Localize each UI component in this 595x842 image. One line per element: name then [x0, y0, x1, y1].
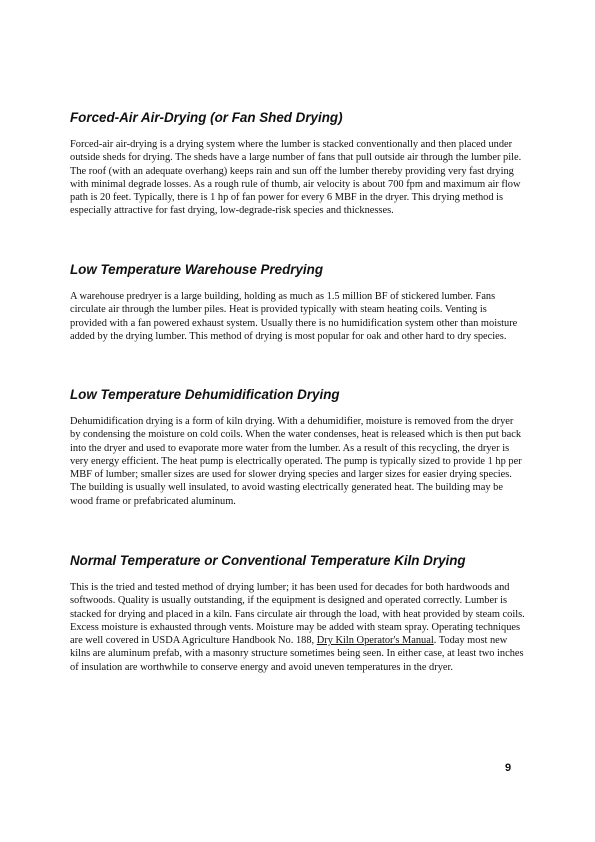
section-dehumidification-drying	[70, 387, 525, 508]
section-heading: Forced-Air Air-Drying (or Fan Shed Drying)	[70, 110, 343, 125]
section-forced-air-drying	[70, 110, 525, 218]
section-heading: Low Temperature Dehumidification Drying	[70, 387, 340, 402]
section-body: Dehumidification drying is a form of kiln drying. With a dehumidifier, moisture is removed from the dryer by condensing the moisture on cold coils. When the water condenses, heat is released which is then put back into the dryer and used to evaporate more water from the lumber. As a result of this recycling, the dryer is very energy efficient. The heat pump is electrically operated. The pump is typically sized to provide 1 hp per MBF of lumber; smaller sizes are used for slower drying species and larger sizes for easier drying species. The building is usually well insulated, to avoid wasting electrically generated heat. The building may be wood frame or prefabricated aluminum.	[70, 416, 522, 507]
section-heading: Normal Temperature or Conventional Temperature Kiln Drying	[70, 553, 466, 568]
manual-title-link[interactable]: Dry Kiln Operator's Manual	[316, 635, 434, 647]
section-body	[70, 581, 525, 674]
section-heading: Low Temperature Warehouse Predrying	[70, 262, 323, 277]
section-body: A warehouse predryer is a large building, holding as much as 1.5 million BF of stickered lumber. Fans circulate air through the lumber piles. Heat is provided typically with steam heating coils. Venting is provided with a fan powered exhaust system. Usually there is no humidification system other than moisture added by the drying lumber. This method of drying is most popular for oak and other hard to dry species.	[70, 291, 518, 342]
body-text-after: . Today most new kilns are aluminum prefab, with a masonry structure sometimes being seen. In either case, at least two inches of insulation are worthwhile to conserve energy and avoid uneven temperatures in the dryer.	[70, 635, 524, 673]
section-warehouse-predrying	[70, 262, 525, 343]
page-number: 9	[505, 762, 512, 774]
section-body: Forced-air air-drying is a drying system where the lumber is stacked conventionally and then placed under outside sheds for drying. The sheds have a large number of fans that pull outside air through the lumber pile. The roof (with an adequate overhang) keeps rain and sun off the lumber thereby providing very fast drying with minimal degrade losses. As a rough rule of thumb, air velocity is about 700 fpm and maximum air flow path is 20 feet. Typically, there is 1 hp of fan power for every 6 MBF in the dryer. This drying method is especially attractive for fast drying, low-degrade-risk species and thicknesses.	[70, 139, 522, 217]
section-conventional-kiln-drying	[70, 553, 525, 674]
body-text-before: This is the tried and tested method of drying lumber; it has been used for decades for both hardwoods and softwoods. Quality is usually outstanding, if the equipment is designed and operated correctly. Lumber is stacked for drying and placed in a kiln. Fans circulate air through the load, with heat provided by steam coils. Excess moisture is exhausted through vents. Moisture may be added with steam spray. Operating techniques are well covered in USDA Agriculture Handbook No. 188,	[70, 582, 525, 647]
